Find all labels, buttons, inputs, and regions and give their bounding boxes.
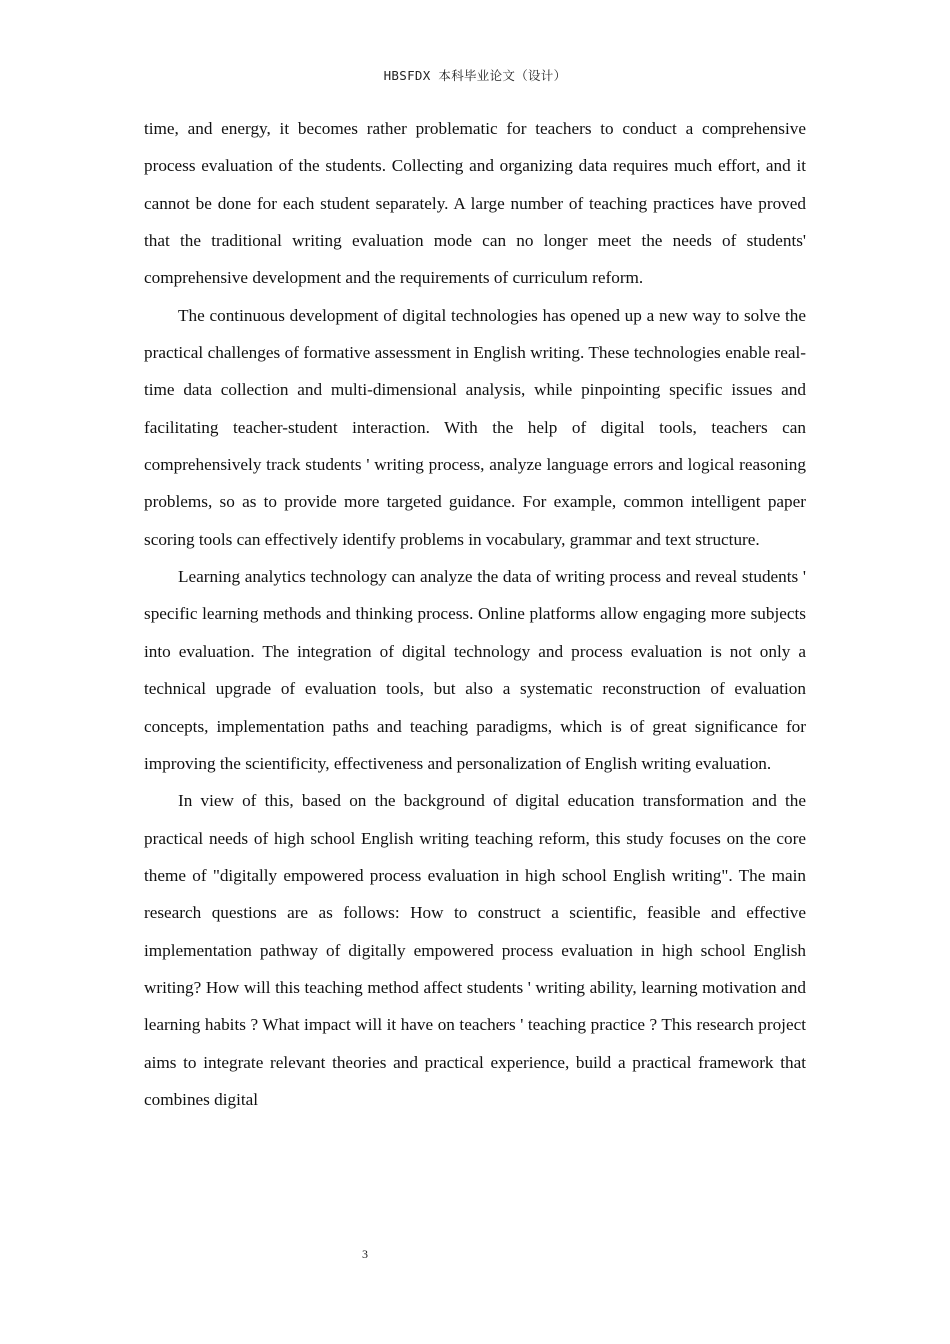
paragraph-learning-analytics: Learning analytics technology can analyze the data of writing process and reveal students ' specific learning methods and thinking process. Online platforms allow engaging more subjects into evaluation. The integration of digital technology and process evaluation is not only a technical upgrade of evaluation tools, but also a systematic reconstruction of evaluation concepts, implementation paths and teaching paradigms, which is of great significance for improving the scientificity, effectiveness and personalization of English writing evaluation.	[144, 567, 806, 773]
page-number: 3	[362, 1247, 368, 1261]
paragraph-research-questions: In view of this, based on the background of digital education transformation and the practical needs of high school English writing teaching reform, this study focuses on the core theme of "digitally empowered process evaluation in high school English writing". The main research questions are as follows: How to construct a scientific, feasible and effective implementation pathway of digitally empowered process evaluation in high school English writing? How will this teaching method affect students ' writing ability, learning motivation and learning habits ? What impact will it have on teachers ' teaching practice ? This research project aims to integrate relevant theories and practical experience, build a practical framework that combines digital	[144, 791, 806, 1109]
body-text	[144, 110, 806, 1118]
paragraph-continuation: time, and energy, it becomes rather problematic for teachers to conduct a comprehensive process evaluation of the students. Collecting and organizing data requires much effort, and it cannot be done for each student separately. A large number of teaching practices have proved that the traditional writing evaluation mode can no longer meet the needs of students' comprehensive development and the requirements of curriculum reform.	[144, 119, 806, 288]
page-header: HBSFDX 本科毕业论文（设计）	[383, 68, 567, 83]
paragraph-digital-technologies: The continuous development of digital technologies has opened up a new way to solve the practical challenges of formative assessment in English writing. These technologies enable real-time data collection and multi-dimensional analysis, while pinpointing specific issues and facilitating teacher-student interaction. With the help of digital tools, teachers can comprehensively track students ' writing process, analyze language errors and logical reasoning problems, so as to provide more targeted guidance. For example, common intelligent paper scoring tools can effectively identify problems in vocabulary, grammar and text structure.	[144, 305, 806, 549]
